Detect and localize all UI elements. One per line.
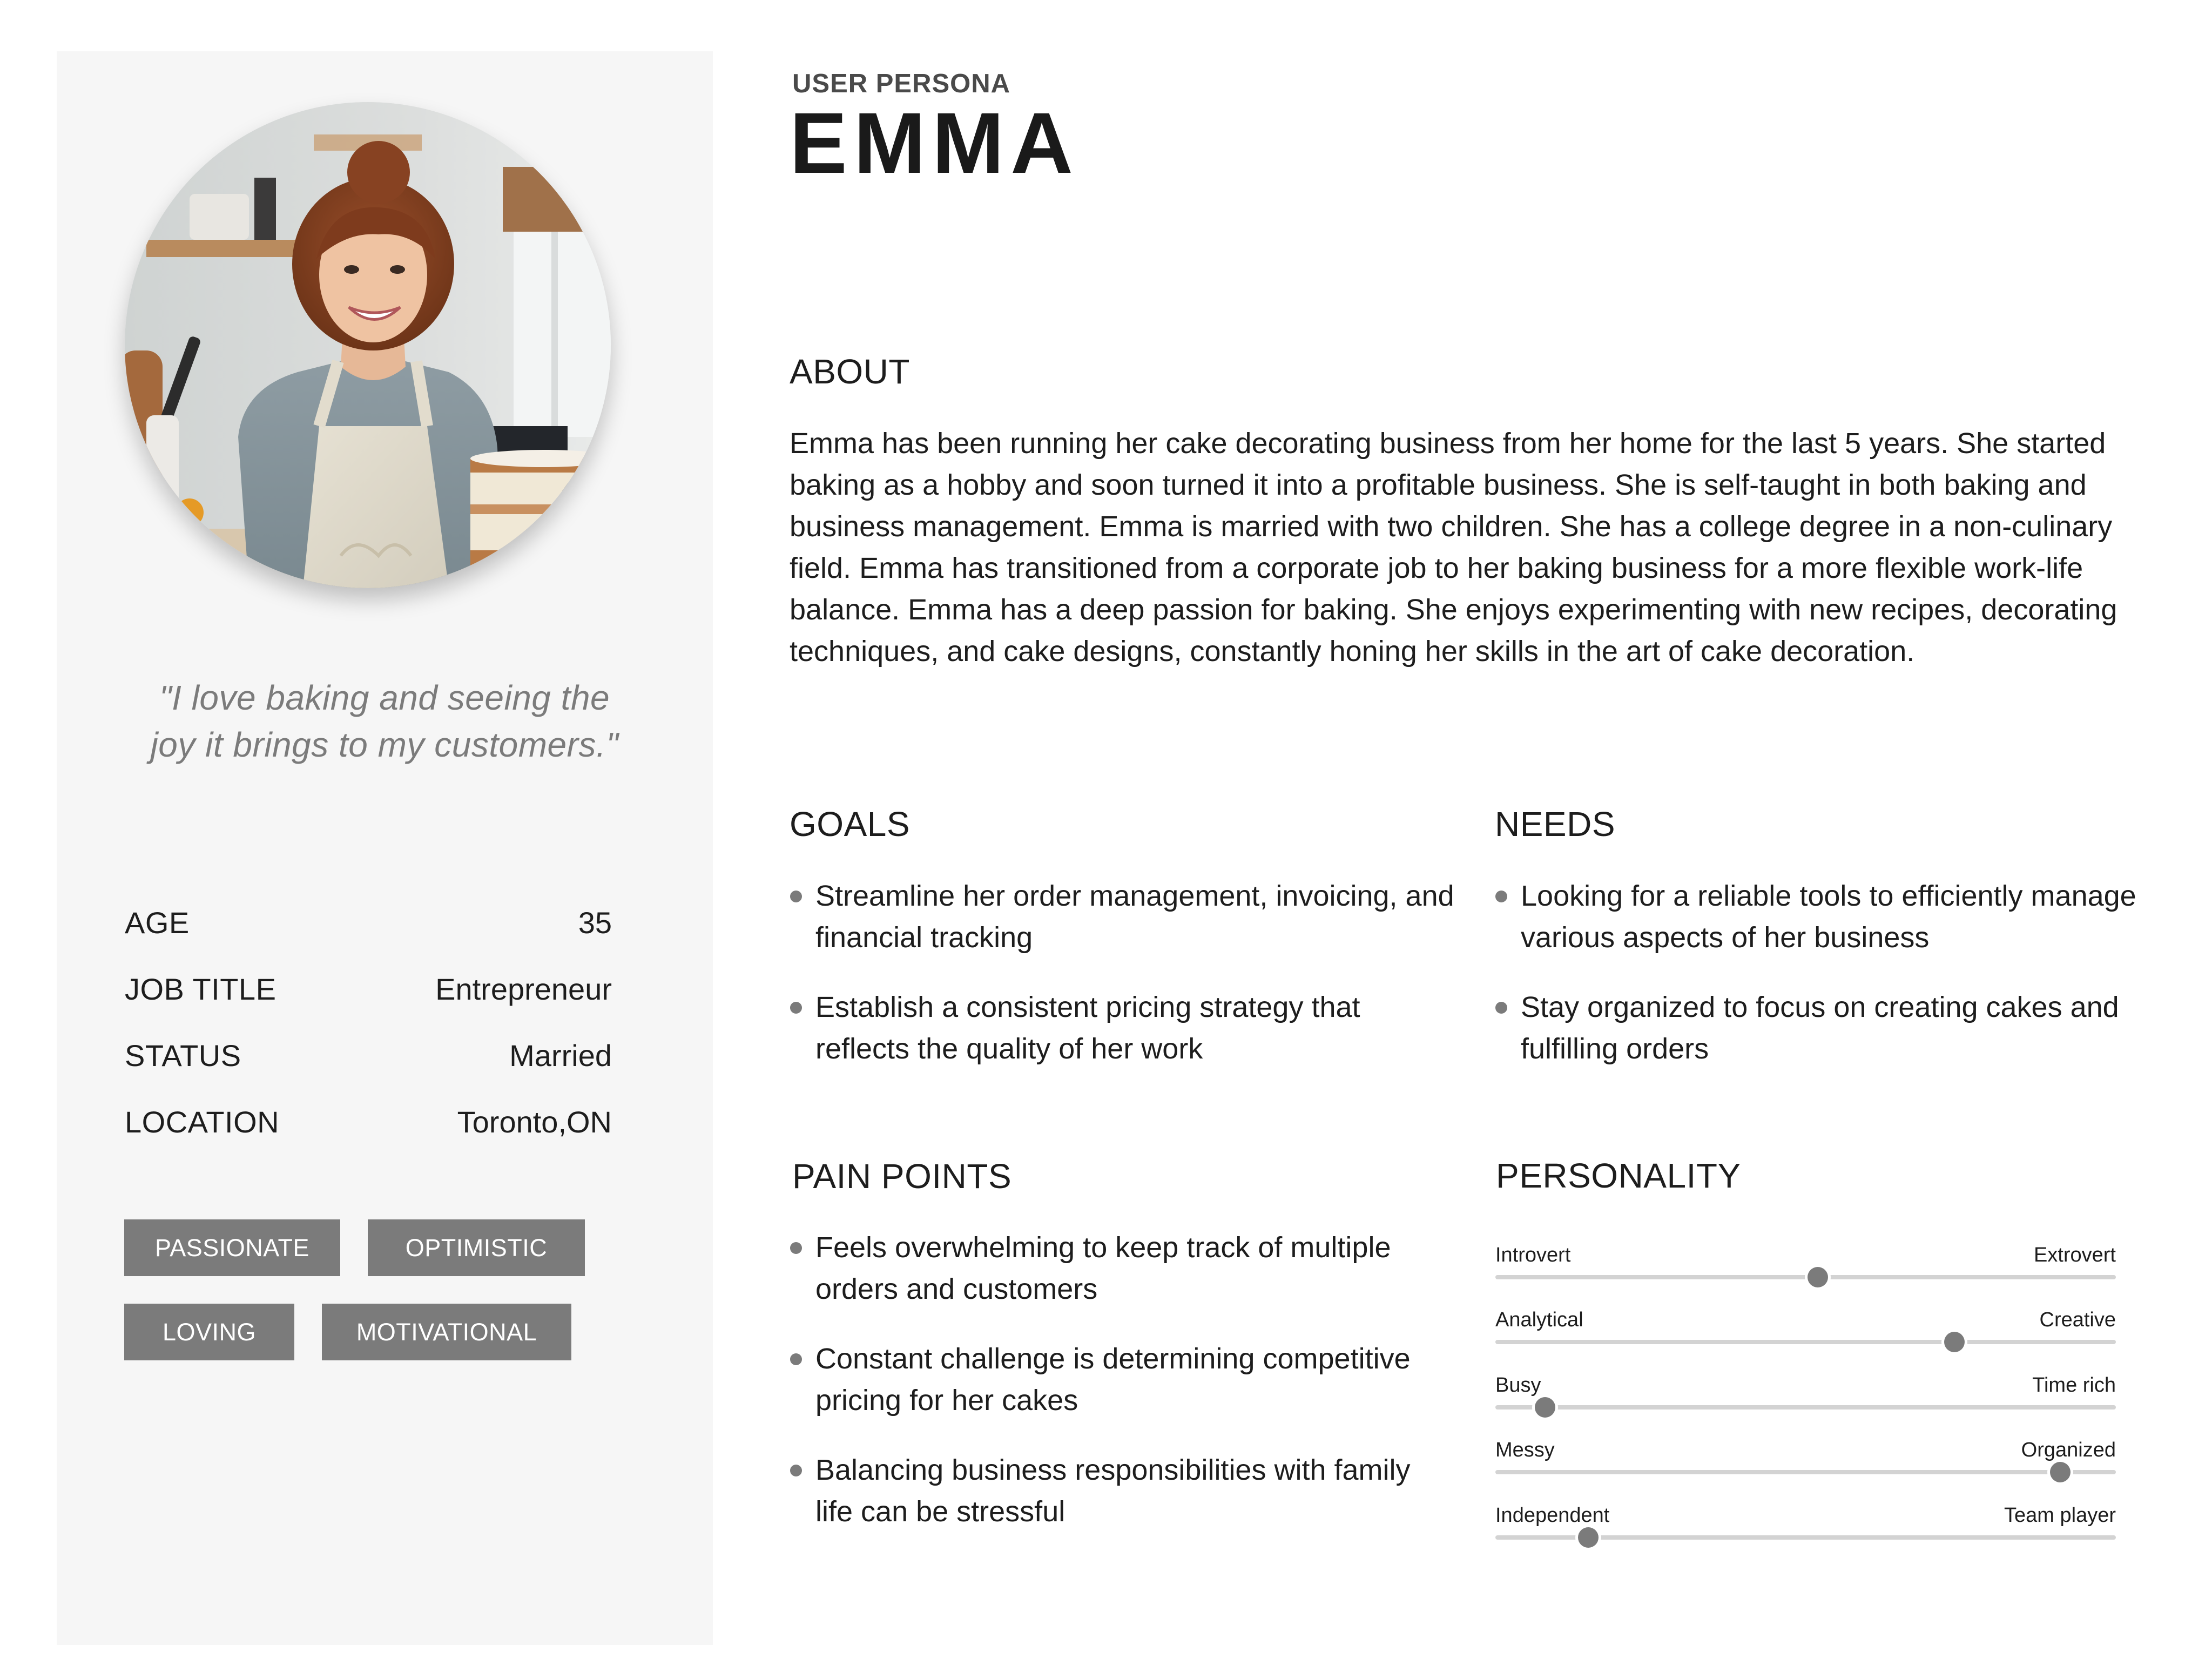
personality-title: PERSONALITY [1496, 1156, 1741, 1195]
slider-left-label: Introvert [1495, 1244, 1571, 1266]
goals-list [790, 875, 1454, 1098]
info-row-job-title [125, 974, 612, 1004]
info-label: JOB TITLE [125, 972, 276, 1006]
slider-track[interactable] [1495, 1470, 2116, 1474]
bullet-icon [790, 1242, 802, 1254]
goal-text: Streamline her order management, invoicing, and financial tracking [815, 880, 1454, 954]
bullet-icon [790, 1002, 802, 1014]
info-label: LOCATION [125, 1105, 280, 1139]
personality-slider-analytical-creative [1495, 1310, 2116, 1364]
persona-quote: "I love baking and seeing the joy it brings to my customers." [150, 678, 619, 764]
need-text: Stay organized to focus on creating cakes and fulfilling orders [1521, 991, 2119, 1065]
slider-left-label: Busy [1495, 1374, 1541, 1397]
goal-item [790, 987, 1454, 1070]
pain-point-item [790, 1449, 1427, 1533]
info-value: Toronto,ON [457, 1105, 612, 1139]
trait-tag-passionate[interactable]: PASSIONATE [124, 1219, 340, 1276]
slider-right-label: Creative [2039, 1309, 2116, 1331]
pain-point-item [790, 1338, 1427, 1421]
bullet-icon [1495, 891, 1507, 902]
slider-left-label: Independent [1495, 1504, 1610, 1527]
need-item [1495, 987, 2154, 1070]
pain-point-text: Feels overwhelming to keep track of multiple orders and customers [815, 1231, 1391, 1305]
need-item [1495, 875, 2154, 959]
pain-point-text: Balancing business responsibilities with family life can be stressful [815, 1454, 1411, 1528]
slider-knob[interactable] [2050, 1462, 2071, 1482]
slider-track[interactable] [1495, 1340, 2116, 1344]
info-row-status [125, 1038, 612, 1073]
pain-points-title: PAIN POINTS [792, 1157, 1012, 1196]
persona-name: EMMA [790, 95, 1080, 191]
info-row-location [125, 1107, 612, 1137]
persona-photo [125, 102, 611, 588]
persona-photo-illustration [125, 102, 611, 588]
pain-points-list [790, 1227, 1427, 1561]
trait-tag-motivational[interactable]: MOTIVATIONAL [322, 1304, 571, 1360]
goal-item [790, 875, 1454, 959]
bullet-icon [790, 1465, 802, 1476]
personality-slider-busy-time-rich [1495, 1375, 2116, 1429]
about-title: ABOUT [790, 352, 910, 391]
goal-text: Establish a consistent pricing strategy that reflects the quality of her work [815, 991, 1360, 1065]
slider-track[interactable] [1495, 1275, 2116, 1279]
persona-eyebrow: USER PERSONA [792, 69, 1011, 98]
slider-knob[interactable] [1808, 1267, 1828, 1287]
info-value: Entrepreneur [435, 972, 612, 1006]
personality-slider-introvert-extrovert [1495, 1245, 2116, 1299]
info-label: STATUS [125, 1038, 241, 1073]
trait-tag-loving[interactable]: LOVING [124, 1304, 294, 1360]
info-value: 35 [578, 906, 612, 940]
about-text: Emma has been running her cake decorating business from her home for the last 5 years. She started baking as a hobby and soon turned it into a profitable business. She is self-taught in both baking and business management. Emma is married with two children. She has a college degree in a non-culinary field. Emma has transitioned from a corporate job to her baking business for a more flexible work-life balance. Emma has a deep passion for baking. She enjoys experimenting with new recipes, decorating techniques, and cake designs, constantly honing her skills in the art of cake decoration. [790, 427, 2117, 667]
needs-title: NEEDS [1495, 805, 1615, 844]
pain-point-item [790, 1227, 1427, 1310]
slider-knob[interactable] [1944, 1332, 1965, 1352]
info-row-age [125, 908, 612, 938]
slider-left-label: Messy [1495, 1439, 1555, 1461]
personality-slider-independent-team-player [1495, 1505, 2116, 1559]
needs-list [1495, 875, 2154, 1098]
info-label: AGE [125, 906, 190, 940]
trait-tag-optimistic[interactable]: OPTIMISTIC [368, 1219, 585, 1276]
slider-knob[interactable] [1535, 1397, 1555, 1418]
slider-right-label: Extrovert [2033, 1244, 2116, 1266]
bullet-icon [790, 891, 802, 902]
slider-right-label: Team player [2004, 1504, 2116, 1527]
personality-slider-messy-organized [1495, 1440, 2116, 1494]
info-value: Married [509, 1038, 612, 1073]
pain-point-text: Constant challenge is determining competitive pricing for her cakes [815, 1343, 1411, 1417]
slider-track[interactable] [1495, 1405, 2116, 1410]
slider-left-label: Analytical [1495, 1309, 1583, 1331]
bullet-icon [1495, 1002, 1507, 1014]
slider-right-label: Organized [2021, 1439, 2116, 1461]
need-text: Looking for a reliable tools to efficiently manage various aspects of her business [1521, 880, 2136, 954]
slider-right-label: Time rich [2032, 1374, 2116, 1397]
bullet-icon [790, 1353, 802, 1365]
slider-knob[interactable] [1578, 1527, 1599, 1548]
goals-title: GOALS [790, 805, 911, 844]
